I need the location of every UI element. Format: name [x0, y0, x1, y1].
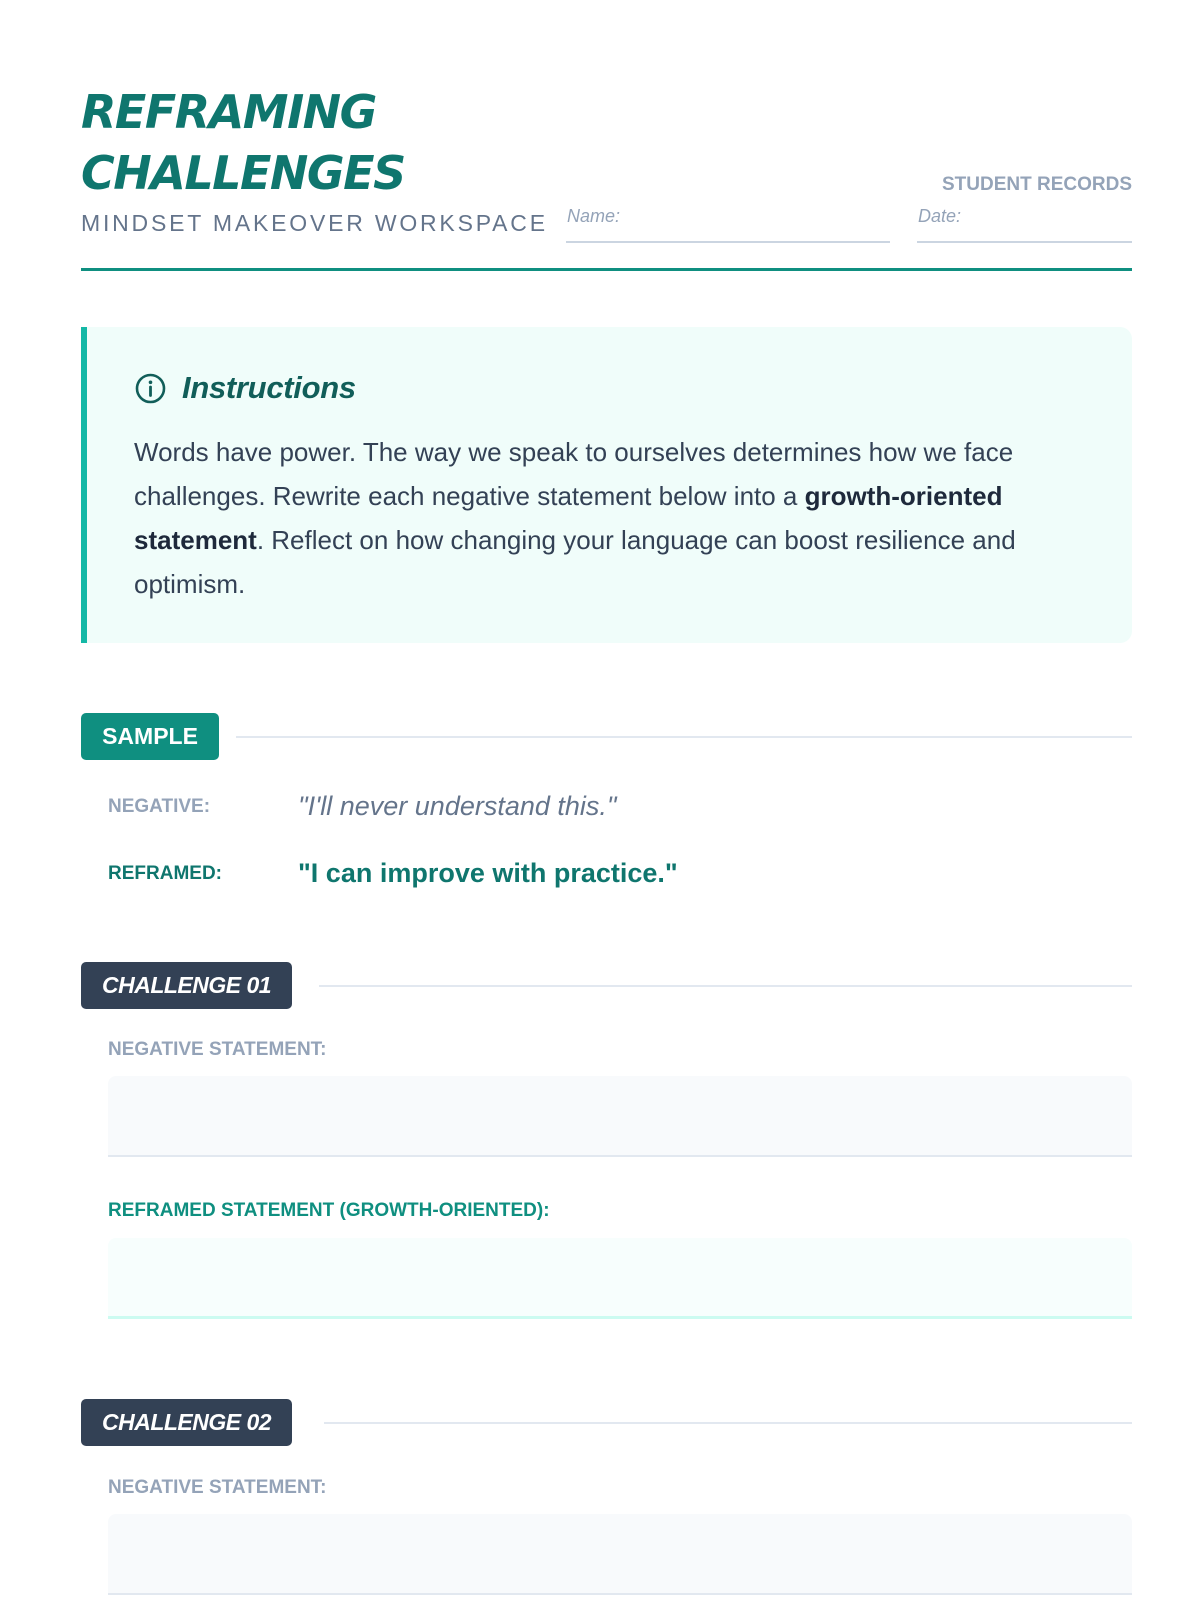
- sample-reframed-text: "I can improve with practice.": [298, 858, 678, 888]
- instructions-panel: [81, 327, 1132, 643]
- date-field-label: Date:: [918, 206, 962, 226]
- name-field[interactable]: [566, 206, 890, 243]
- student-records-label: STUDENT RECORDS: [941, 174, 1132, 195]
- instructions-header: [134, 370, 356, 406]
- sample-badge: SAMPLE: [81, 713, 219, 760]
- challenge-02-negative-label: NEGATIVE STATEMENT:: [108, 1477, 327, 1498]
- name-field-label: Name:: [567, 206, 621, 226]
- challenge-01-negative-input[interactable]: [108, 1076, 1132, 1157]
- instructions-text-part2: . Reflect on how changing your language can boost resilience and optimism.: [134, 525, 1016, 599]
- sample-divider: [236, 736, 1132, 738]
- challenge-01-reframed-label: REFRAMED STATEMENT (GROWTH-ORIENTED):: [108, 1200, 550, 1221]
- page-subtitle: MINDSET MAKEOVER WORKSPACE: [81, 210, 548, 236]
- page-title-line2: CHALLENGES: [81, 146, 405, 200]
- challenge-01-negative-label: NEGATIVE STATEMENT:: [108, 1039, 327, 1060]
- instructions-text-part1: Words have power. The way we speak to ourselves determines how we face challenges. Rewrite each negative statement below into a: [134, 437, 1014, 511]
- sample-negative-label: NEGATIVE:: [108, 796, 211, 817]
- page-title: [81, 82, 405, 204]
- challenge-01-badge: CHALLENGE 01: [81, 962, 292, 1009]
- page-title-line1: REFRAMING: [81, 85, 376, 139]
- header-divider: [81, 268, 1132, 271]
- challenge-01-reframed-input[interactable]: [108, 1238, 1132, 1319]
- date-field[interactable]: [917, 206, 1132, 243]
- sample-reframed-label: REFRAMED:: [108, 863, 222, 884]
- challenge-02-header: [81, 1399, 1132, 1446]
- sample-section-header: [81, 713, 1132, 760]
- challenge-02-negative-input[interactable]: [108, 1514, 1132, 1595]
- instructions-title: Instructions: [182, 370, 356, 405]
- challenge-01-divider: [319, 985, 1132, 987]
- worksheet-header: [81, 82, 1132, 272]
- instructions-text: [134, 430, 1064, 606]
- sample-negative-text: "I'll never understand this.": [298, 791, 617, 821]
- instructions-text-bold: growth-oriented statement: [134, 481, 1003, 555]
- challenge-02-divider: [324, 1422, 1132, 1424]
- info-icon: [134, 372, 167, 405]
- challenge-02-badge: CHALLENGE 02: [81, 1399, 292, 1446]
- challenge-01-header: [81, 962, 1132, 1009]
